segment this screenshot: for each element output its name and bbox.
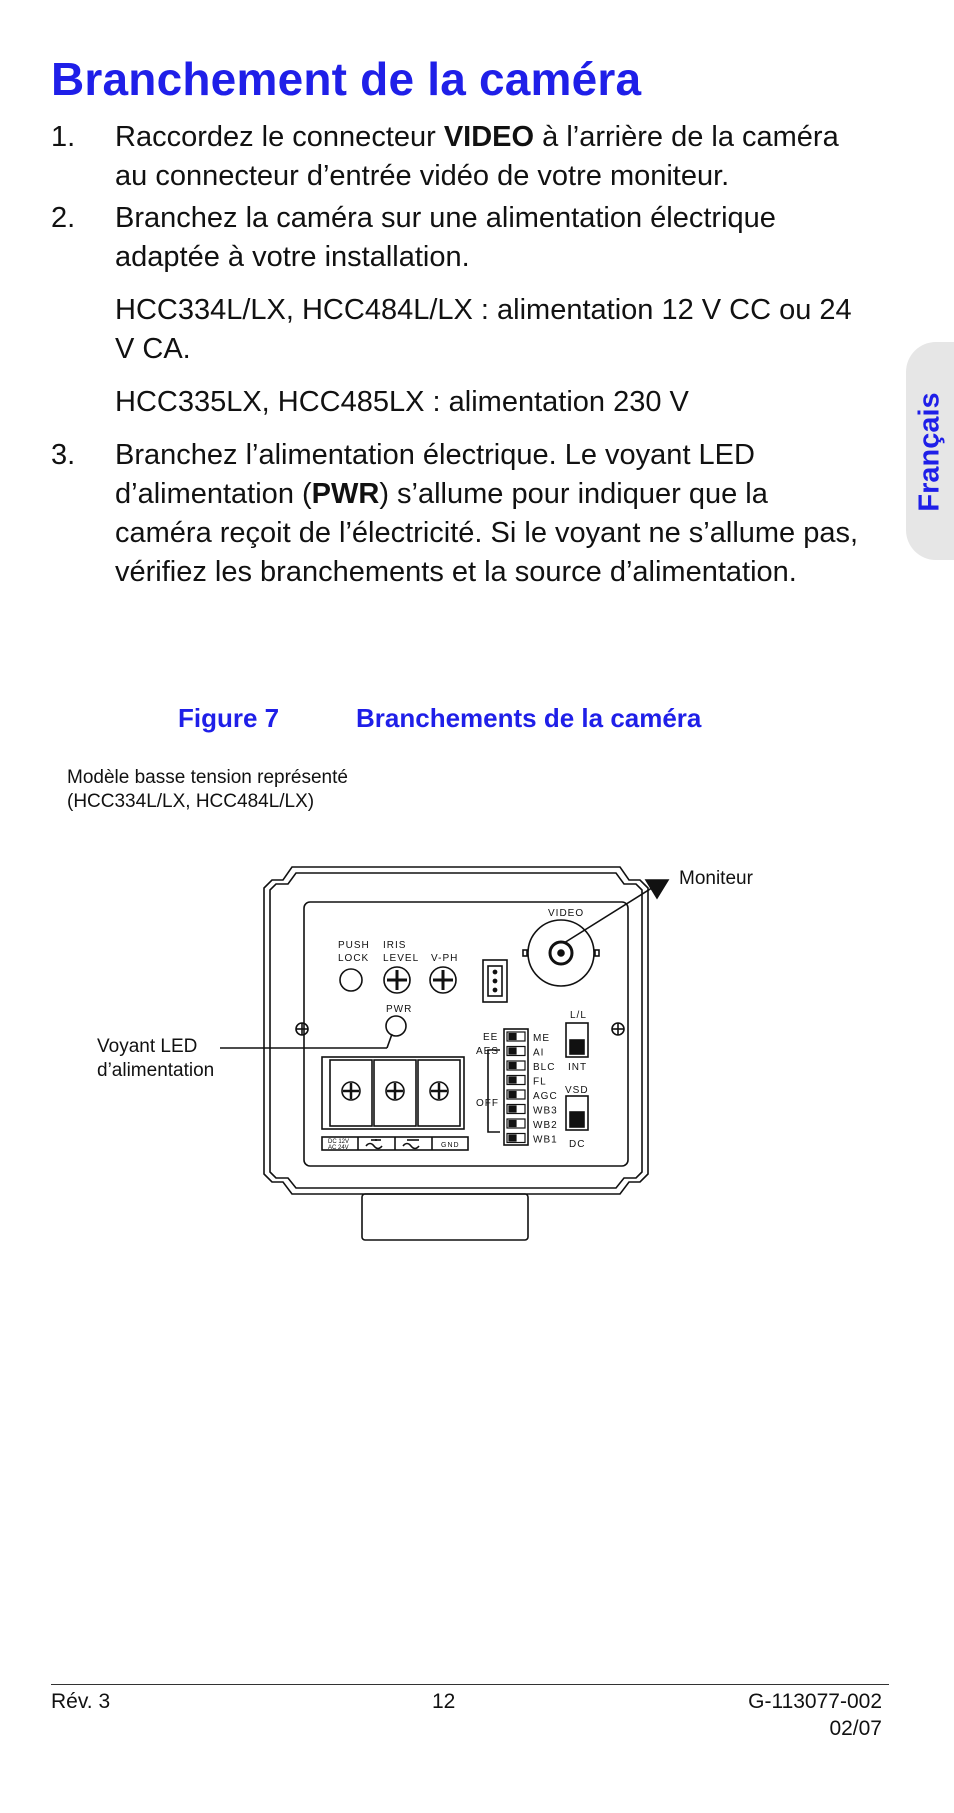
ac-symbol: [403, 1144, 419, 1149]
panel-label-level: LEVEL: [383, 953, 420, 964]
footer-page-number: 12: [432, 1690, 456, 1713]
panel-label-aes: AES: [476, 1046, 500, 1057]
panel-label-push: PUSH: [338, 940, 370, 951]
dip-switch-knob: [509, 1092, 516, 1098]
camera-body-inner: [270, 873, 642, 1188]
panel-label-dc12v: DC 12V: [328, 1139, 350, 1145]
step-text: Raccordez le connecteur: [115, 121, 444, 153]
figure-title: Branchements de la caméra: [356, 703, 702, 733]
dip-switch-label: AI: [533, 1047, 545, 1059]
footer-date: 02/07: [829, 1717, 882, 1740]
dip-bracket: [488, 1050, 500, 1132]
footer-revision: Rév. 3: [51, 1690, 111, 1713]
power-note: HCC334L/LX, HCC484L/LX : alimentation 12 V CC ou 24 V CA.: [115, 294, 852, 365]
dip-switch-knob: [509, 1106, 516, 1112]
ac-symbol: [366, 1144, 382, 1149]
panel-label-dc: DC: [569, 1139, 586, 1150]
panel-label-pwr: PWR: [386, 1004, 413, 1015]
dip-switch-knob: [509, 1063, 516, 1069]
push-lock-knob: [340, 969, 362, 991]
step-number: 1.: [51, 121, 76, 153]
step-number: 2.: [51, 202, 76, 234]
panel-label-ee: EE: [483, 1032, 499, 1043]
panel-label-gnd: GND: [441, 1142, 460, 1149]
dip-switch-label: WB2: [533, 1120, 558, 1131]
language-tab-label: Français: [913, 392, 946, 512]
step-text: Branchez l’alimentation électrique. Le voyant LED d’alimentation (: [115, 439, 755, 510]
dip-switch-knob: [509, 1121, 516, 1127]
monitor-callout: Moniteur: [679, 868, 753, 889]
dip-switch-knob: [509, 1048, 516, 1054]
pwr-led: [386, 1016, 406, 1036]
step-bold: VIDEO: [443, 121, 535, 153]
dip-switch-label: WB1: [533, 1134, 558, 1146]
panel-label-off: OFF: [476, 1098, 499, 1109]
power-note: HCC335LX, HCC485LX : alimentation 230 V: [115, 386, 689, 418]
dip-switch-label: BLC: [533, 1062, 556, 1073]
dip-switch-label: FL: [533, 1076, 547, 1088]
step-text: ) s’allume pour indiquer que la caméra reçoit de l’électricité. Si le voyant ne s’allume pas, vérifiez les branchements et la source d’alimentation.: [115, 478, 859, 588]
dip-switch-label: AGC: [533, 1091, 558, 1102]
callout-line: d’alimentation: [97, 1060, 215, 1081]
step-text: à l’arrière de la caméra au connecteur d’entrée vidéo de votre moniteur.: [115, 121, 839, 192]
caption-line: (HCC334L/LX, HCC484L/LX): [67, 791, 315, 812]
panel-label-int: INT: [568, 1062, 588, 1073]
panel-label-vsd: VSD: [565, 1085, 589, 1096]
dip-switch-label: ME: [533, 1033, 550, 1044]
dip-switch-knob: [509, 1135, 516, 1141]
panel-label-video: VIDEO: [548, 908, 585, 919]
footer-doc-number: G-113077-002: [748, 1690, 882, 1713]
dip-switch-label: WB3: [533, 1105, 558, 1117]
panel-label-ac24v: AC 24V: [328, 1145, 349, 1151]
panel-label-ll: L/L: [570, 1010, 587, 1021]
step-bold: PWR: [311, 478, 380, 510]
figure-label: Figure 7: [178, 703, 280, 733]
step-text: Branchez la caméra sur une alimentation électrique adaptée à votre installation.: [115, 202, 776, 273]
dip-switch-knob: [509, 1077, 516, 1083]
terminal-block: [322, 1057, 464, 1129]
step-number: 3.: [51, 439, 76, 471]
dip-switch-knob: [509, 1034, 516, 1040]
callout-line: Voyant LED: [97, 1036, 198, 1057]
panel-label-lock: LOCK: [338, 953, 370, 964]
panel-label-vph: V-PH: [431, 953, 459, 964]
page-title: Branchement de la caméra: [51, 53, 642, 105]
caption-line: Modèle basse tension représenté: [67, 767, 348, 788]
camera-mount: [362, 1194, 528, 1240]
footer-doc-id: [748, 1688, 882, 1742]
panel-label-iris: IRIS: [383, 940, 407, 951]
footer-rule: [51, 1684, 889, 1685]
